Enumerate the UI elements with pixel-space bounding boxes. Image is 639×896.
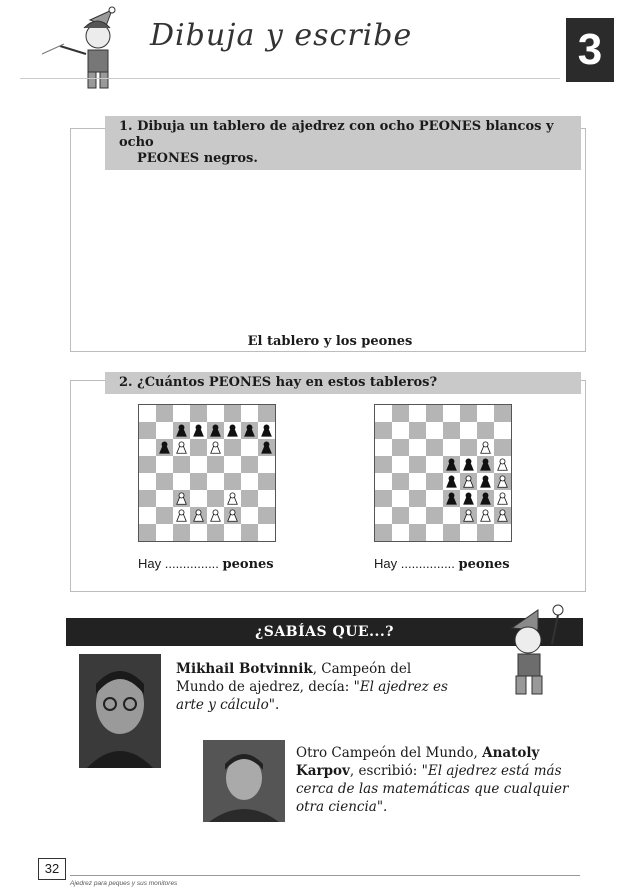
board-1-square-a7 <box>139 422 156 439</box>
board-2-square-b7 <box>392 422 409 439</box>
board-2-hay: Hay ............... <box>374 556 455 571</box>
board-1-square-f6 <box>224 439 241 456</box>
board-2-square-f6 <box>460 439 477 456</box>
board-2-square-a2 <box>375 507 392 524</box>
board-1-square-a5 <box>139 456 156 473</box>
board-1-square-g6 <box>241 439 258 456</box>
board-1-square-b7 <box>156 422 173 439</box>
board-2-square-e1 <box>443 524 460 541</box>
exercise-1-caption: El tablero y los peones <box>247 334 413 349</box>
board-2-square-c6 <box>409 439 426 456</box>
board-2-square-c5 <box>409 456 426 473</box>
board-1-square-h2 <box>258 507 275 524</box>
board-1-square-b4 <box>156 473 173 490</box>
botvinnik-name: Mikhail Botvinnik <box>176 661 313 677</box>
board-2-square-c2 <box>409 507 426 524</box>
board-1-square-f4 <box>224 473 241 490</box>
board-1-square-g4 <box>241 473 258 490</box>
board-1-square-h5 <box>258 456 275 473</box>
board-1-square-d5 <box>190 456 207 473</box>
footer-divider <box>70 875 580 876</box>
board-2-square-b6 <box>392 439 409 456</box>
elf-painter-illustration <box>40 6 130 96</box>
board-1-square-e3 <box>207 490 224 507</box>
karpov-text <box>296 744 570 816</box>
board-1-square-c8 <box>173 405 190 422</box>
board-1-svg <box>139 405 275 541</box>
karpov-photo <box>203 740 285 822</box>
board-1-square-b5 <box>156 456 173 473</box>
board-2-svg <box>375 405 511 541</box>
board-2-square-h8 <box>494 405 511 422</box>
board-2-square-d4 <box>426 473 443 490</box>
board-1-square-a2 <box>139 507 156 524</box>
board-1-square-h1 <box>258 524 275 541</box>
board-1-square-g5 <box>241 456 258 473</box>
board-2-peones: peones <box>458 557 510 572</box>
board-1-square-g1 <box>241 524 258 541</box>
board-2-square-a4 <box>375 473 392 490</box>
page-title: Dibuja y escribe <box>150 18 413 53</box>
board-1-square-e5 <box>207 456 224 473</box>
board-2-square-h7 <box>494 422 511 439</box>
chessboard-1 <box>138 404 276 542</box>
sabias-que-banner: ¿SABÍAS QUE...? <box>66 618 583 646</box>
board-2-square-f8 <box>460 405 477 422</box>
board-2-square-d8 <box>426 405 443 422</box>
board-2-square-d2 <box>426 507 443 524</box>
botvinnik-description: , Campeón del Mundo de ajedrez, decía: <box>176 661 412 695</box>
board-2-square-h6 <box>494 439 511 456</box>
board-1-square-h4 <box>258 473 275 490</box>
botvinnik-text <box>176 660 458 714</box>
board-1-square-h3 <box>258 490 275 507</box>
board-1-square-b8 <box>156 405 173 422</box>
board-1-square-h8 <box>258 405 275 422</box>
board-1-square-b3 <box>156 490 173 507</box>
board-1-peones: peones <box>222 557 274 572</box>
board-2-square-b5 <box>392 456 409 473</box>
header-divider <box>20 78 560 79</box>
board-2-answer <box>374 556 510 572</box>
board-2-square-g8 <box>477 405 494 422</box>
board-1-square-e1 <box>207 524 224 541</box>
board-1-square-d1 <box>190 524 207 541</box>
chessboard-2 <box>374 404 512 542</box>
board-2-square-a7 <box>375 422 392 439</box>
board-2-square-c3 <box>409 490 426 507</box>
board-2-square-a8 <box>375 405 392 422</box>
board-1-square-a6 <box>139 439 156 456</box>
board-1-square-g8 <box>241 405 258 422</box>
board-1-square-f1 <box>224 524 241 541</box>
board-1-square-c4 <box>173 473 190 490</box>
board-2-square-e6 <box>443 439 460 456</box>
board-2-square-g1 <box>477 524 494 541</box>
board-1-square-e8 <box>207 405 224 422</box>
board-2-square-b3 <box>392 490 409 507</box>
board-2-square-f7 <box>460 422 477 439</box>
board-2-square-e8 <box>443 405 460 422</box>
board-1-square-a3 <box>139 490 156 507</box>
board-2-square-a5 <box>375 456 392 473</box>
board-1-square-f5 <box>224 456 241 473</box>
karpov-text-pre: Otro Campeón del Mundo, <box>296 745 483 761</box>
exercise-1-prompt-line2: PEONES negros. <box>137 151 258 166</box>
board-1-square-d8 <box>190 405 207 422</box>
board-1-square-a4 <box>139 473 156 490</box>
board-2-square-b4 <box>392 473 409 490</box>
board-1-square-a8 <box>139 405 156 422</box>
board-2-square-e2 <box>443 507 460 524</box>
board-1-hay: Hay ............... <box>138 556 219 571</box>
board-2-square-d5 <box>426 456 443 473</box>
board-1-square-f8 <box>224 405 241 422</box>
board-2-square-a6 <box>375 439 392 456</box>
board-2-square-a3 <box>375 490 392 507</box>
board-1-square-b1 <box>156 524 173 541</box>
exercise-1-prompt-line1: 1. Dibuja un tablero de ajedrez con ocho PEONES blancos y ocho <box>119 119 554 150</box>
karpov-text-mid: , escribió: <box>349 763 422 779</box>
board-1-square-c5 <box>173 456 190 473</box>
board-1-square-g2 <box>241 507 258 524</box>
board-2-square-a1 <box>375 524 392 541</box>
page-number: 32 <box>38 858 66 880</box>
board-2-square-c7 <box>409 422 426 439</box>
board-2-square-e7 <box>443 422 460 439</box>
elf-lightbulb-illustration <box>498 604 578 704</box>
board-1-square-e4 <box>207 473 224 490</box>
board-1-square-g3 <box>241 490 258 507</box>
karpov-quote: "El ajedrez está más cerca de las matemáticas que cualquier otra ciencia". <box>296 763 569 815</box>
board-1-square-b2 <box>156 507 173 524</box>
board-2-square-d6 <box>426 439 443 456</box>
board-2-square-b8 <box>392 405 409 422</box>
board-2-square-d1 <box>426 524 443 541</box>
board-2-square-c1 <box>409 524 426 541</box>
board-1-square-a1 <box>139 524 156 541</box>
chapter-number: 3 <box>566 18 614 82</box>
drawing-area[interactable] <box>80 160 574 328</box>
board-2-square-c4 <box>409 473 426 490</box>
karpov-name: Anatoly Karpov <box>296 745 540 779</box>
board-2-square-b1 <box>392 524 409 541</box>
board-2-square-d7 <box>426 422 443 439</box>
board-2-square-b2 <box>392 507 409 524</box>
board-2-square-h1 <box>494 524 511 541</box>
botvinnik-photo <box>79 654 161 768</box>
board-1-square-d4 <box>190 473 207 490</box>
board-1-answer <box>138 556 274 572</box>
board-2-square-d3 <box>426 490 443 507</box>
board-1-square-d3 <box>190 490 207 507</box>
board-1-square-c1 <box>173 524 190 541</box>
board-2-square-f1 <box>460 524 477 541</box>
footer-text: Ajedrez para peques y sus monitores <box>70 880 178 887</box>
botvinnik-quote: "El ajedrez es arte y cálculo". <box>176 679 448 713</box>
exercise-2-prompt: 2. ¿Cuántos PEONES hay en estos tableros? <box>105 372 581 394</box>
board-2-square-c8 <box>409 405 426 422</box>
board-1-square-d6 <box>190 439 207 456</box>
board-2-square-g7 <box>477 422 494 439</box>
